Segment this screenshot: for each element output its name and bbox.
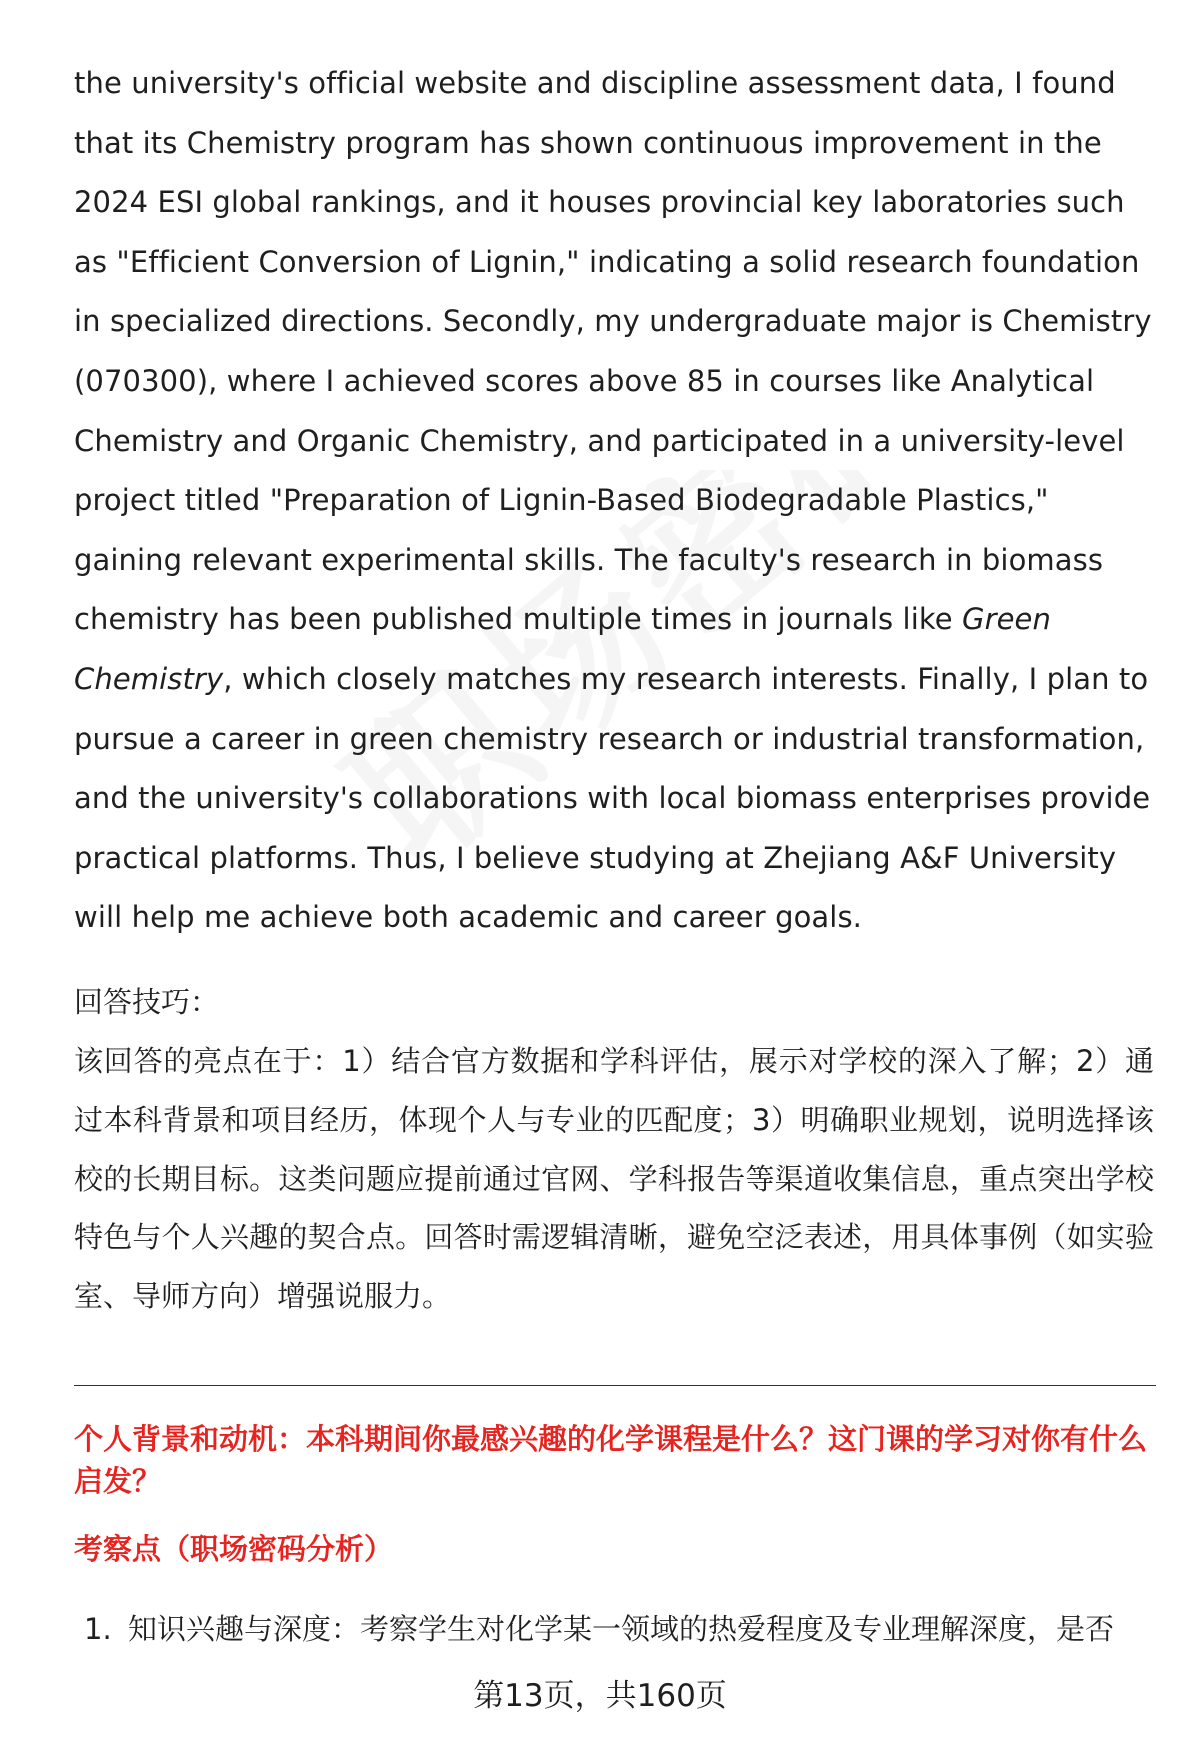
answer-text-part-2: , which closely matches my research interests. Finally, I plan to pursue a career in green chemistry research or industrial transformation, and the university's collaborations with local biomass enterprises provide practical platforms. Thus, I believe studying at Zhejiang A&F University will help me achieve both academic and career goals. bbox=[74, 661, 1151, 935]
list-item-text: 知识兴趣与深度：考察学生对化学某一领域的热爱程度及专业理解深度，是否 bbox=[128, 1612, 1115, 1646]
list-item-number: 1. bbox=[84, 1612, 112, 1646]
section-divider bbox=[74, 1385, 1156, 1386]
section-heading: 考察点（职场密码分析） bbox=[74, 1532, 394, 1566]
interview-question: 个人背景和动机：本科期间你最感兴趣的化学课程是什么？这门课的学习对你有什么启发？ bbox=[74, 1422, 1148, 1498]
tips-label: 回答技巧： bbox=[74, 984, 220, 1019]
tips-body: 该回答的亮点在于：1）结合官方数据和学科评估，展示对学校的深入了解；2）通过本科背景和项目经历，体现个人与专业的匹配度；3）明确职业规划，说明选择该校的长期目标。这类问题应提前通过官网、学科报告等渠道收集信息，重点突出学校特色与个人兴趣的契合点。回答时需逻辑清晰，避免空泛表述，用具体事例（如实验室、导师方向）增强说服力。 bbox=[74, 1043, 1154, 1314]
answer-content bbox=[74, 54, 1154, 1326]
answer-paragraph bbox=[74, 54, 1154, 948]
journal-name: Green Chemistry bbox=[74, 602, 1051, 696]
answer-text-part-1: the university's official website and discipline assessment data, I found that its Chemistry program has shown continuous improvement in the 2024 ESI global rankings, and it houses provincial key laboratories such as "Efficient Conversion of Lignin," indicating a solid research foundation in specialized directions. Secondly, my undergraduate major is Chemistry (070300), where I achieved scores above 85 in courses like Analytical Chemistry and Organic Chemistry, and participated in a university-level project titled "Preparation of Lignin-Based Biodegradable Plastics," gaining relevant experimental skills. The faculty's research in biomass chemistry has been published multiple times in journals like bbox=[74, 66, 1152, 637]
page-footer: 第13页，共160页 bbox=[473, 1678, 727, 1714]
list-item bbox=[84, 1608, 1154, 1650]
